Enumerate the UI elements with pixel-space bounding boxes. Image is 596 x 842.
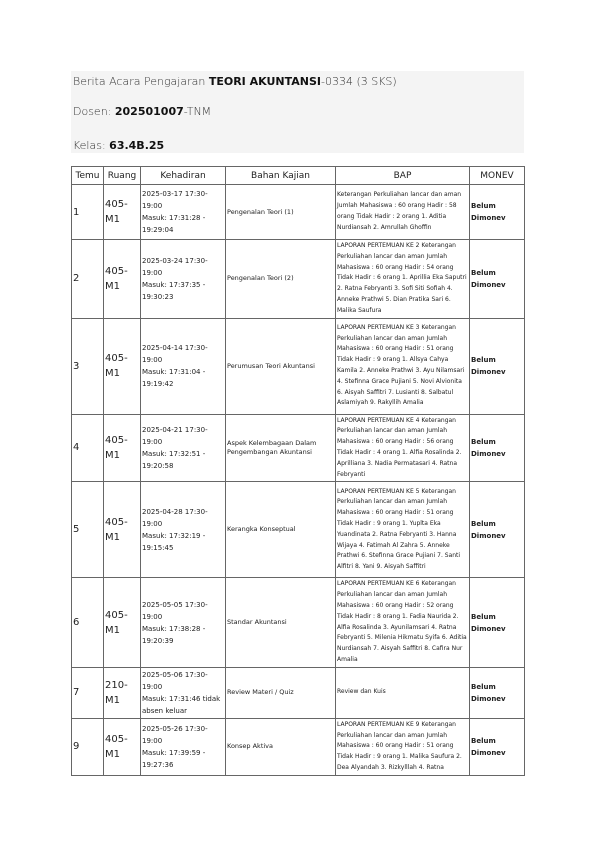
check-in-time: Masuk: 17:37:35 - 19:30:23: [142, 280, 206, 301]
check-in-time: Masuk: 17:32:19 - 19:15:45: [142, 531, 206, 552]
report-header: [71, 71, 524, 153]
table-row: [72, 718, 525, 775]
cell-bahan-kajian: Pengenalan Teori (2): [226, 240, 336, 319]
check-in-time: Masuk: 17:39:59 - 19:27:36: [142, 748, 206, 769]
report-title: [73, 75, 397, 88]
column-header-bap: BAP: [336, 167, 470, 185]
schedule-time: 2025-04-14 17:30-19:00: [142, 344, 208, 365]
cell-ruang: 405-M1: [104, 414, 141, 482]
lecturer-label: Dosen:: [73, 105, 115, 118]
course-code: -0334 (3 SKS): [320, 75, 397, 88]
cell-kehadiran: [141, 414, 226, 482]
cell-bap: LAPORAN PERTEMUAN KE 5 Keterangan Perkuliahan lancar dan aman Jumlah Mahasiswa : 60 orang Hadir : 51 orang Tidak Hadir : 9 orang 1. Yuplta Eka Yuandinata 2. Ratna Febryanti 3. Hanna Wijaya 4. Fatimah Al Zahra 5. Anneke Prathwi 6. Stefinna Grace Pujiani 7. Santi Alfitri 8. Yani 9. Aisyah Saffitri: [336, 482, 470, 578]
cell-kehadiran: [141, 482, 226, 578]
cell-kehadiran: [141, 578, 226, 667]
cell-temu: 9: [72, 718, 104, 775]
cell-monev: Belum Dimonev: [470, 667, 525, 718]
cell-ruang: 405-M1: [104, 240, 141, 319]
column-header-kehadiran: Kehadiran: [141, 167, 226, 185]
cell-monev: Belum Dimonev: [470, 718, 525, 775]
cell-ruang: 405-M1: [104, 482, 141, 578]
cell-temu: 1: [72, 185, 104, 240]
cell-monev: Belum Dimonev: [470, 185, 525, 240]
cell-bap: LAPORAN PERTEMUAN KE 4 Keterangan Perkuliahan lancar dan aman Jumlah Mahasiswa : 60 orang Hadir : 56 orang Tidak Hadir : 4 orang 1. Alfia Rosalinda 2. Aprilliana 3. Nadia Permatasari 4. Ratna Febryanti: [336, 414, 470, 482]
cell-monev: Belum Dimonev: [470, 414, 525, 482]
cell-temu: 7: [72, 667, 104, 718]
cell-bap: LAPORAN PERTEMUAN KE 2 Keterangan Perkuliahan lancar dan aman Jumlah Mahasiswa : 60 orang Hadir : 54 orang Tidak Hadir : 6 orang 1. Aprillia Eka Saputri 2. Ratna Febryanti 3. Sofi Siti Sofiah 4. Anneke Prathwi 5. Dian Pratika Sari 6. Malika Saufura: [336, 240, 470, 319]
schedule-time: 2025-03-24 17:30-19:00: [142, 256, 208, 277]
class-label: Kelas:: [73, 139, 110, 152]
cell-bap: LAPORAN PERTEMUAN KE 9 Keterangan Perkuliahan lancar dan aman Jumlah Mahasiswa : 60 orang Hadir : 51 orang Tidak Hadir : 9 orang 1. Malika Saufura 2. Dea Alyandah 3. Rizkylllah 4. Ratna: [336, 718, 470, 775]
schedule-time: 2025-04-21 17:30-19:00: [142, 425, 208, 446]
table-row: [72, 578, 525, 667]
cell-bap: Keterangan Perkuliahan lancar dan aman Jumlah Mahasiswa : 60 orang Hadir : 58 orang Tidak Hadir : 2 orang 1. Aditia Nurdiansah 2. Amrullah Ghoffin: [336, 185, 470, 240]
cell-kehadiran: [141, 718, 226, 775]
cell-bahan-kajian: Pengenalan Teori (1): [226, 185, 336, 240]
cell-kehadiran: [141, 185, 226, 240]
class-line: [73, 139, 164, 152]
table-row: [72, 185, 525, 240]
cell-bap: LAPORAN PERTEMUAN KE 3 Keterangan Perkuliahan lancar dan aman Jumlah Mahasiswa : 60 orang Hadir : 51 orang Tidak Hadir : 9 orang 1. Allsya Cahya Kamila 2. Anneke Prathwi 3. Ayu Nilamsari 4. Stefinna Grace Pujiani 5. Novi Alvionita 6. Aisyah Saffitri 7. Lusianti 8. Salbatul Aslamiyah 9. Rakyllih Amalia: [336, 318, 470, 414]
schedule-time: 2025-05-26 17:30-19:00: [142, 724, 208, 745]
check-in-time: Masuk: 17:31:46 tidak absen keluar: [142, 694, 221, 715]
cell-bahan-kajian: Standar Akuntansi: [226, 578, 336, 667]
cell-bap: LAPORAN PERTEMUAN KE 6 Keterangan Perkuliahan lancar dan aman Jumlah Mahasiswa : 60 orang Hadir : 52 orang Tidak Hadir : 8 orang 1. Fadia Naurida 2. Alfia Rosalinda 3. Ayunilamsari 4. Ratna Febryanti 5. Milenia Hikmatu Syifa 6. Aditia Nurdiansah 7. Aisyah Saffitri 8. Cafira Nur Amalia: [336, 578, 470, 667]
attendance-table: [71, 166, 525, 776]
table-row: [72, 240, 525, 319]
table-header-row: [72, 167, 525, 185]
cell-ruang: 210-M1: [104, 667, 141, 718]
cell-ruang: 405-M1: [104, 578, 141, 667]
cell-temu: 4: [72, 414, 104, 482]
cell-kehadiran: [141, 240, 226, 319]
schedule-time: 2025-05-05 17:30-19:00: [142, 600, 208, 621]
table-row: [72, 414, 525, 482]
cell-monev: Belum Dimonev: [470, 578, 525, 667]
cell-temu: 5: [72, 482, 104, 578]
cell-monev: Belum Dimonev: [470, 318, 525, 414]
column-header-ruang: Ruang: [104, 167, 141, 185]
cell-monev: Belum Dimonev: [470, 240, 525, 319]
check-in-time: Masuk: 17:32:51 - 19:20:58: [142, 449, 206, 470]
cell-bahan-kajian: Review Materi / Quiz: [226, 667, 336, 718]
cell-temu: 3: [72, 318, 104, 414]
cell-temu: 2: [72, 240, 104, 319]
check-in-time: Masuk: 17:31:28 - 19:29:04: [142, 214, 206, 234]
table-row: [72, 482, 525, 578]
schedule-time: 2025-05-06 17:30-19:00: [142, 670, 208, 691]
cell-bahan-kajian: Kerangka Konseptual: [226, 482, 336, 578]
lecturer-line: [73, 105, 211, 118]
title-prefix: Berita Acara Pengajaran: [73, 75, 209, 88]
cell-bahan-kajian: Perumusan Teori Akuntansi: [226, 318, 336, 414]
column-header-temu: Temu: [72, 167, 104, 185]
cell-kehadiran: [141, 318, 226, 414]
schedule-time: 2025-04-28 17:30-19:00: [142, 507, 208, 528]
cell-kehadiran: [141, 667, 226, 718]
cell-temu: 6: [72, 578, 104, 667]
table-row: [72, 318, 525, 414]
course-name: TEORI AKUNTANSI: [208, 75, 321, 88]
schedule-time: 2025-03-17 17:30-19:00: [142, 190, 208, 210]
cell-monev: Belum Dimonev: [470, 482, 525, 578]
check-in-time: Masuk: 17:31:04 - 19:19:42: [142, 368, 206, 389]
column-header-monev: MONEV: [470, 167, 525, 185]
cell-ruang: 405-M1: [104, 318, 141, 414]
check-in-time: Masuk: 17:38:28 - 19:20:39: [142, 624, 206, 645]
lecturer-id: 202501007: [114, 105, 184, 118]
table-row: [72, 667, 525, 718]
class-value: 63.4B.25: [109, 139, 165, 152]
cell-bahan-kajian: Konsep Aktiva: [226, 718, 336, 775]
column-header-bahan-kajian: Bahan Kajian: [226, 167, 336, 185]
lecturer-suffix: -TNM: [183, 105, 212, 118]
cell-bahan-kajian: Aspek Kelembagaan Dalam Pengembangan Akuntansi: [226, 414, 336, 482]
cell-ruang: 405-M1: [104, 718, 141, 775]
cell-ruang: 405-M1: [104, 185, 141, 240]
cell-bap: Review dan Kuis: [336, 667, 470, 718]
